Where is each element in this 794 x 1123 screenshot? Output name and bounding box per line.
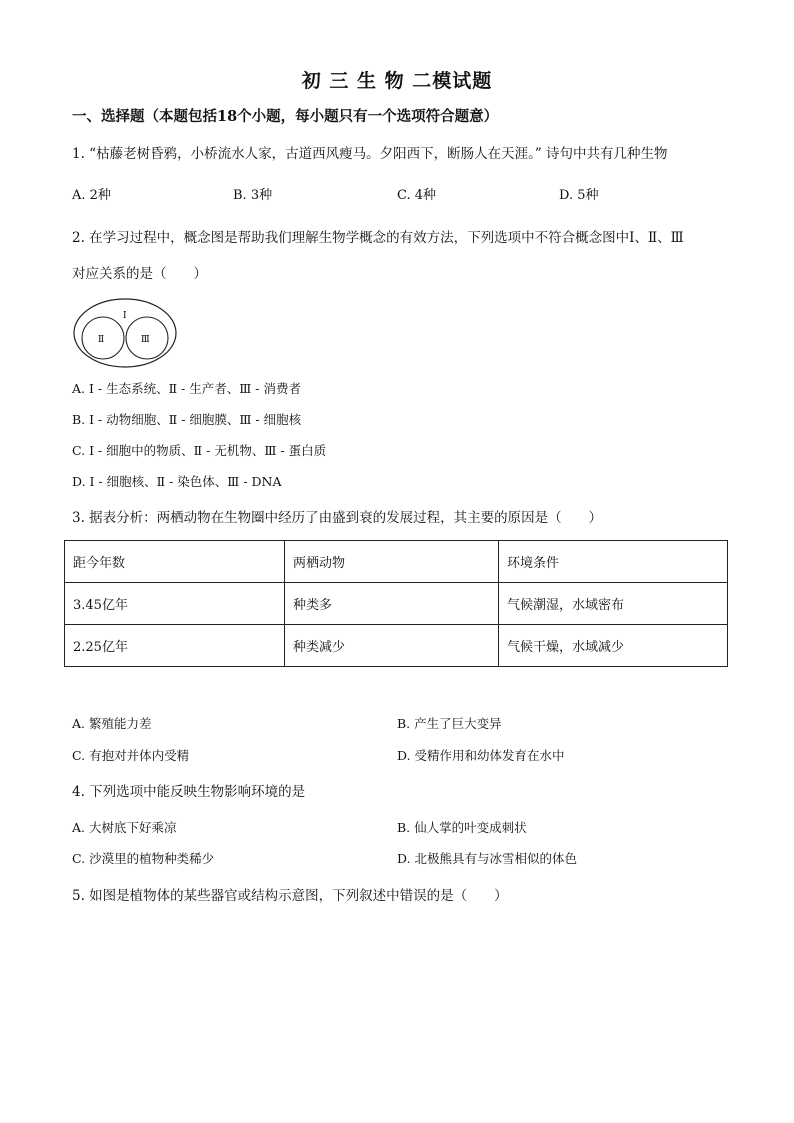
q4-option-a: A. 大树底下好乘凉: [72, 820, 177, 835]
table-cell: 气候干燥，水域减少: [499, 625, 728, 667]
q2-option-a: A. Ⅰ - 生态系统、Ⅱ - 生产者、Ⅲ - 消费者: [72, 381, 301, 396]
concept-diagram: [72, 296, 182, 370]
q2-option-c: C. Ⅰ - 细胞中的物质、Ⅱ - 无机物、Ⅲ - 蛋白质: [72, 443, 327, 458]
q4-stem: 4. 下列选项中能反映生物影响环境的是: [72, 784, 306, 800]
q3-table: [64, 540, 728, 667]
q2-stem-line2: 对应关系的是（ ）: [72, 266, 207, 282]
q4-option-d: D. 北极熊具有与冰雪相似的体色: [397, 851, 578, 866]
table-header-cell: 环境条件: [499, 541, 728, 583]
table-header-cell: 距今年数: [65, 541, 285, 583]
table-cell: 种类减少: [285, 625, 499, 667]
q3-option-a: A. 繁殖能力差: [72, 716, 152, 731]
q3-stem: 3. 据表分析：两栖动物在生物圈中经历了由盛到衰的发展过程，其主要的原因是（ ）: [72, 510, 603, 526]
q5-stem: 5. 如图是植物体的某些器官或结构示意图，下列叙述中错误的是（ ）: [72, 888, 508, 904]
table-cell: 3.45亿年: [65, 583, 285, 625]
q3-option-d: D. 受精作用和幼体发育在水中: [397, 748, 565, 763]
table-row: [65, 625, 728, 667]
q1-option-d: D. 5种: [559, 188, 599, 203]
page-title: 初 三 生 物 二模试题: [301, 70, 493, 92]
q4-option-b: B. 仙人掌的叶变成刺状: [397, 820, 527, 835]
q3-option-b: B. 产生了巨大变异: [397, 716, 502, 731]
table-header-cell: 两栖动物: [285, 541, 499, 583]
q1-option-c: C. 4种: [397, 188, 437, 203]
label-iii: Ⅲ: [141, 335, 150, 345]
table-cell: 种类多: [285, 583, 499, 625]
q3-option-c: C. 有抱对并体内受精: [72, 748, 190, 763]
table-cell: 气候潮湿，水域密布: [499, 583, 728, 625]
q1-stem: 1. “枯藤老树昏鸦，小桥流水人家，古道西风瘦马。夕阳西下，断肠人在天涯。” 诗句中共有几种生物: [72, 146, 668, 162]
q2-option-d: D. Ⅰ - 细胞核、Ⅱ - 染色体、Ⅲ - DNA: [72, 474, 282, 489]
table-header-row: [65, 541, 728, 583]
table-cell: 2.25亿年: [65, 625, 285, 667]
circle-i: [74, 299, 176, 367]
q2-option-b: B. Ⅰ - 动物细胞、Ⅱ - 细胞膜、Ⅲ - 细胞核: [72, 412, 302, 427]
q1-option-a: A. 2种: [72, 188, 111, 203]
section-heading: 一、选择题（本题包括18个小题，每小题只有一个选项符合题意）: [72, 108, 499, 125]
table-row: [65, 583, 728, 625]
q2-stem-line1: 2. 在学习过程中，概念图是帮助我们理解生物学概念的有效方法，下列选项中不符合概念图中Ⅰ、Ⅱ、Ⅲ: [72, 230, 684, 246]
label-ii: Ⅱ: [98, 335, 105, 345]
q1-option-b: B. 3种: [233, 188, 273, 203]
q4-option-c: C. 沙漠里的植物种类稀少: [72, 851, 215, 866]
label-i: Ⅰ: [123, 311, 127, 321]
